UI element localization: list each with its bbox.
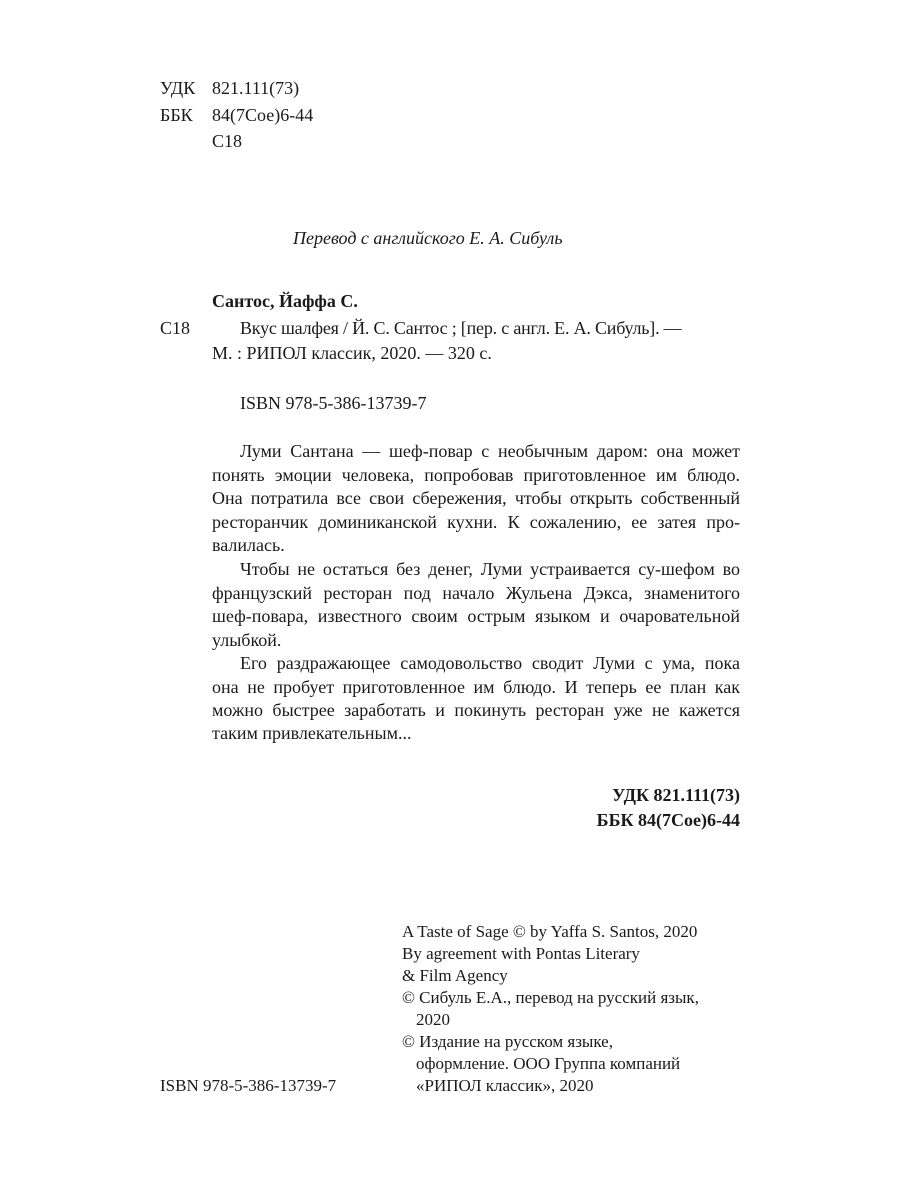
annotation-line: французский ресторан под начало Жульена Дэкса, знаменитого	[212, 583, 740, 603]
author-mark: С18	[212, 131, 243, 151]
copyright-line: A Taste of Sage © by Yaffa S. Santos, 2020	[402, 922, 698, 941]
copyright-line: © Сибуль Е.А., перевод на русский язык,	[402, 988, 699, 1007]
bottom-isbn: ISBN 978-5-386-13739-7	[160, 1076, 337, 1095]
annotation-line: Луми Сантана — шеф-повар с необычным даром: она может	[240, 441, 740, 461]
card-isbn: ISBN 978-5-386-13739-7	[240, 393, 427, 413]
card-author: Сантос, Йаффа С.	[212, 291, 358, 311]
annotation-line: она не пробует приготовленное им блюдо. И теперь ее план как	[212, 677, 740, 697]
bbk-label: ББК	[160, 105, 193, 125]
annotation-line: Она потратила все свои сбережения, чтобы открыть собственный	[212, 488, 740, 508]
copyright-line: «РИПОЛ классик», 2020	[416, 1076, 594, 1095]
annotation-line: можно быстрее заработать и покинуть ресторан уже не кажется	[212, 700, 740, 720]
bbk-value: 84(7Сое)6-44	[212, 105, 314, 125]
annotation-line: понять эмоции человека, попробовав приготовленное им блюдо.	[212, 465, 740, 485]
annotation-line: таким привлекательным...	[212, 723, 412, 743]
annotation-line: Чтобы не остаться без денег, Луми устраивается су-шефом во	[240, 559, 740, 579]
bottom-bbk: ББК 84(7Сое)6-44	[596, 810, 740, 830]
annotation-line: шеф-повара, известного своим острым языком и очаровательной	[212, 606, 740, 626]
copyright-line: © Издание на русском языке,	[402, 1032, 613, 1051]
card-author-mark: С18	[160, 318, 191, 338]
udk-label: УДК	[160, 78, 196, 98]
card-publisher-line: М. : РИПОЛ классик, 2020. — 320 с.	[212, 343, 492, 363]
annotation-line: ресторанчик доминиканской кухни. К сожалению, ее затея про-	[212, 512, 740, 532]
annotation-line: Его раздражающее самодовольство сводит Луми с ума, пока	[240, 653, 740, 673]
annotation-line: валилась.	[212, 535, 285, 555]
copyright-line: 2020	[416, 1010, 450, 1029]
annotation-line: улыбкой.	[212, 630, 282, 650]
copyright-line: оформление. ООО Группа компаний	[416, 1054, 681, 1073]
copyright-line: & Film Agency	[402, 966, 508, 985]
card-title-line: Вкус шалфея / Й. С. Сантос ; [пер. с англ. Е. А. Сибуль]. —	[240, 318, 682, 338]
translator-note: Перевод с английского Е. А. Сибуль	[293, 228, 563, 248]
bottom-udk: УДК 821.111(73)	[612, 785, 740, 805]
udk-value: 821.111(73)	[212, 78, 300, 98]
copyright-line: By agreement with Pontas Literary	[402, 944, 640, 963]
